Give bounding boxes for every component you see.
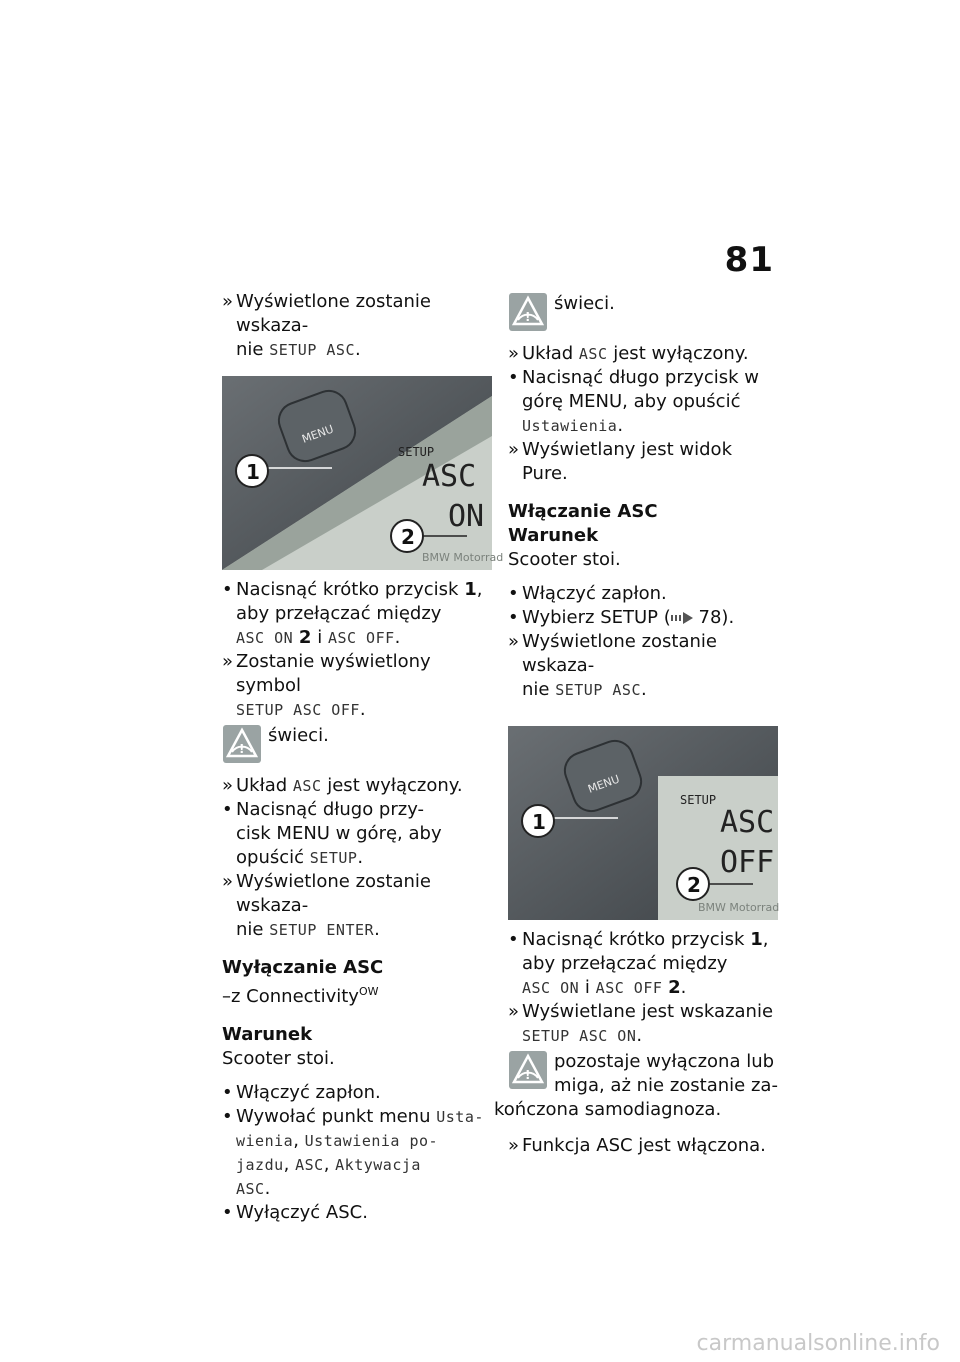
result-item: » Wyświetlone zostanie wskaza- nie SETUP ASC. (508, 631, 717, 700)
left-column (222, 290, 504, 1225)
warning-row: ! pozostaje wyłączona lub miga, aż nie zostanie za- (508, 1050, 778, 1098)
action-item: • Włączyć zapłon. (508, 583, 667, 604)
fig-off-label: OFF (720, 845, 775, 880)
fig-menu-label: MENU (300, 422, 336, 446)
result-item: » Układ ASC jest wyłączony. (508, 343, 749, 364)
result-item: » Wyświetlany jest widok Pure. (508, 439, 732, 484)
fig-setup-label: SETUP (680, 793, 717, 807)
action-item: • Włączyć zapłon. (222, 1082, 381, 1103)
continuation-text: kończona samodiagnoza. (494, 1099, 722, 1120)
asc-warning-icon (222, 724, 262, 764)
action-item: • Wybierz SETUP ( 78). (508, 607, 735, 628)
fig-callout-1: 1 (246, 460, 260, 484)
action-item: • Nacisnąć krótko przycisk 1, aby przełączać między ASC ON i ASC OFF 2. (508, 929, 769, 998)
result-marker: » (222, 291, 234, 312)
fig-brand-text: BMW Motorrad (698, 901, 780, 914)
fig-callout-2: 2 (401, 525, 415, 549)
result-item: » Funkcja ASC jest włączona. (508, 1135, 766, 1156)
condition-text: Scooter stoi. (222, 1048, 335, 1069)
display-figure-asc-on (222, 376, 504, 570)
page-number: 81 (724, 240, 774, 280)
action-item: • Nacisnąć krótko przycisk 1, aby przełączać między ASC ON 2 i ASC OFF. (222, 579, 483, 648)
fig-menu-label: MENU (586, 772, 622, 796)
section-heading: Włączanie ASC (508, 501, 658, 522)
result-item: » Wyświetlone zostanie wskaza- nie SETUP ENTER. (222, 871, 431, 940)
action-item: • Nacisnąć długo przycisk w górę MENU, aby opuścić Ustawienia. (508, 367, 760, 436)
code-text: SETUP ASC (269, 341, 355, 359)
action-marker: • (222, 579, 233, 600)
action-item: • Nacisnąć długo przy- cisk MENU w górę, aby opuścić SETUP. (222, 799, 442, 868)
svg-text:!: ! (525, 1068, 531, 1082)
action-item: • Wywołać punkt menu Usta- wienia, Ustawienia po- jazdu, ASC, Aktywacja ASC. (222, 1106, 484, 1199)
asc-warning-icon (508, 292, 548, 332)
fig-brand-text: BMW Motorrad (422, 551, 504, 564)
condition-text: Scooter stoi. (508, 549, 621, 570)
section-subheading: –z Connectivity$^{OW}$ (222, 985, 379, 1007)
svg-text:!: ! (525, 310, 531, 324)
result-item: » Wyświetlone zostanie wskaza- nie SETUP ASC. (222, 291, 431, 360)
result-item: » Wyświetlane jest wskazanie SETUP ASC ON. (508, 1001, 774, 1046)
fig-on-label: ON (448, 499, 485, 534)
asc-warning-icon (508, 1050, 548, 1090)
warning-row: ! świeci. (222, 724, 492, 764)
right-column (494, 290, 780, 1158)
fig-callout-2: 2 (687, 873, 701, 897)
result-item: » Układ ASC jest wyłączony. (222, 775, 463, 796)
result-item: » Zostanie wyświetlony symbol SETUP ASC OFF. (222, 651, 431, 720)
section-heading: Wyłączanie ASC (222, 957, 384, 978)
page-reference-arrow-icon (671, 612, 693, 624)
svg-text:!: ! (239, 742, 245, 756)
display-figure-asc-off (508, 726, 778, 920)
condition-heading: Warunek (508, 525, 599, 546)
action-item: • Wyłączyć ASC. (222, 1202, 368, 1223)
watermark-text: carmanualsonline.info (696, 1331, 940, 1356)
warning-row: ! świeci. (508, 292, 778, 332)
fig-callout-1: 1 (532, 810, 546, 834)
fig-asc-label: ASC (422, 459, 477, 494)
fig-asc-label: ASC (720, 805, 775, 840)
condition-heading: Warunek (222, 1024, 313, 1045)
fig-setup-label: SETUP (398, 445, 435, 459)
